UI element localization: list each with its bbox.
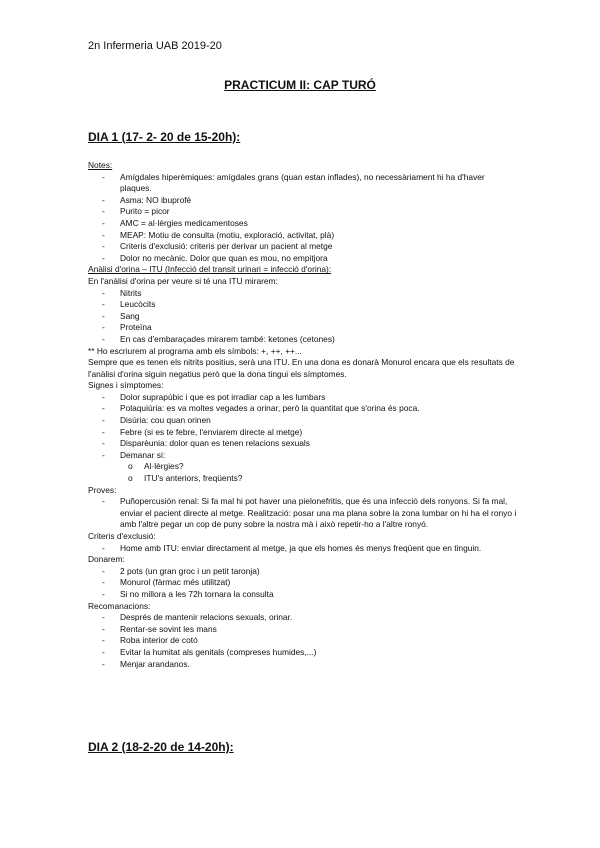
notes-list xyxy=(88,172,518,265)
list-item: - Menjar arandanos. xyxy=(88,659,518,671)
ask-label: Demanar si: xyxy=(120,449,166,460)
list-item: - Home amb ITU: enviar directament al metge, ja que els homes és menys freqüent que en tinguin. xyxy=(88,543,518,555)
list-item: - Criteris d'exclusió: criteris per derivar un pacient al metge xyxy=(88,241,518,253)
itu-heading: Anàlisi d'orina – ITU (Infecció del transit urinari = infecció d'orina): xyxy=(88,264,332,275)
itu-list xyxy=(88,288,518,346)
document-header: 2n Infermeria UAB 2019-20 xyxy=(88,40,222,52)
recom-heading: Recomanacions: xyxy=(88,600,151,611)
ask-list xyxy=(88,461,518,484)
list-item: - Després de mantenir relacions sexuals, orinar. xyxy=(88,612,518,624)
list-item: - En cas d'embaraçades mirarem també: ketones (cetones) xyxy=(88,334,518,346)
list-item: - Monurol (fàrmac més utilitzat) xyxy=(88,577,518,589)
proves-list xyxy=(88,496,518,531)
exclusio-list xyxy=(88,543,518,555)
day1-content xyxy=(88,160,518,670)
itu-intro: En l'anàlisi d'orina per veure si té una ITU mirarem: xyxy=(88,275,278,286)
list-item: - Asma: NO ibuprofè xyxy=(88,195,518,207)
list-item: - Dolor no mecànic. Dolor que quan es mou, no empitjora xyxy=(88,253,518,265)
symptoms-heading: Signes i símptomes: xyxy=(88,380,164,391)
itu-note-symbols: ** Ho escriurem al programa amb els símbols: +, ++, ++... xyxy=(88,345,302,356)
exclusio-heading: Criteris d'exclusió: xyxy=(88,531,156,541)
list-item xyxy=(88,450,518,485)
list-item: - Amígdales hiperèmiques: amígdales grans (quan estan inflades), no necessàriament hi ha d'haver plaques. xyxy=(88,172,518,195)
list-item: - Polaquiúria: es va moltes vegades a orinar, però la quantitat que s'orina és poca. xyxy=(88,403,518,415)
list-item: - Disparèunia: dolor quan es tenen relacions sexuals xyxy=(88,438,518,450)
list-item: - Febre (si es te febre, l'enviarem directe al metge) xyxy=(88,427,518,439)
list-item: o ITU's anteriors, freqüents? xyxy=(88,473,518,485)
day2-heading: DIA 2 (18-2-20 de 14-20h): xyxy=(88,740,234,754)
itu-note-monurol: Sempre que es tenen els nitrits positius, serà una ITU. En una dona es donarà Monurol encara que els resultats de l'anàlisi d'orina siguin negatius però que la dona tingui els símptomes. xyxy=(88,357,515,379)
list-item: - Disúria: cou quan orinen xyxy=(88,415,518,427)
donarem-list xyxy=(88,566,518,601)
donarem-heading: Donarem: xyxy=(88,554,125,565)
list-item: - Nitrits xyxy=(88,288,518,300)
recom-list xyxy=(88,612,518,670)
list-item: - Proteïna xyxy=(88,322,518,334)
proves-heading: Proves: xyxy=(88,484,117,495)
list-item: - MEAP: Motiu de consulta (motiu, exploració, activitat, plà) xyxy=(88,230,518,242)
list-item: - Leucòcits xyxy=(88,299,518,311)
list-item: - Puñopercusión renal: Si fa mal hi pot haver una pielonefritis, que és una infecció dels ronyons. Si fa mal, enviar el pacient directe al metge. Realització: posar una ma plana sobre la zona lumbar on hi ha el ronyo i amb l'altre pegar un cop de puny sobre la nostra mà i això repetir-ho a l'altre ronyó. xyxy=(88,496,518,531)
list-item: - Rentar-se sovint les mans xyxy=(88,624,518,636)
list-item: - Purito = picor xyxy=(88,206,518,218)
symptoms-list xyxy=(88,392,518,485)
document-title: PRACTICUM II: CAP TURÓ xyxy=(224,78,376,92)
list-item: o Al·lèrgies? xyxy=(88,461,518,473)
day1-heading: DIA 1 (17- 2- 20 de 15-20h): xyxy=(88,130,241,144)
notes-heading: Notes: xyxy=(88,160,113,170)
list-item: - Dolor suprapúbic i que es pot irradiar cap a les lumbars xyxy=(88,392,518,404)
list-item: - AMC = al·lèrgies medicamentoses xyxy=(88,218,518,230)
list-item: - Evitar la humitat als genitals (compreses humides,...) xyxy=(88,647,518,659)
list-item: - Roba interior de cotó xyxy=(88,635,518,647)
list-item: - 2 pots (un gran groc i un petit taronja) xyxy=(88,566,518,578)
list-item: - Si no millora a les 72h tornara la consulta xyxy=(88,589,518,601)
list-item: - Sang xyxy=(88,311,518,323)
